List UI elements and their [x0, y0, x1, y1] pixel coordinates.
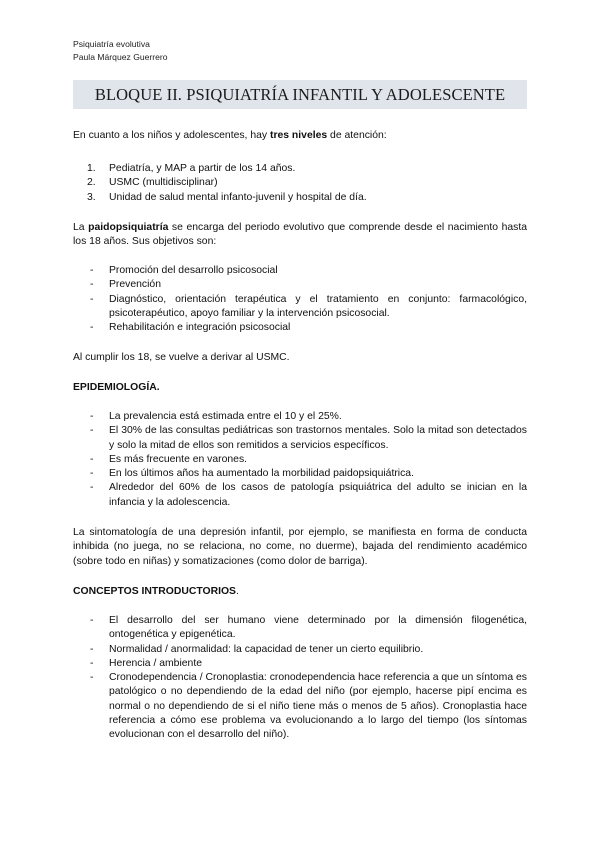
page-header	[73, 38, 168, 64]
list-item	[73, 671, 527, 742]
list-marker: -	[90, 265, 94, 276]
list-marker: -	[90, 672, 94, 684]
header-subject: Psiquiatría evolutiva	[73, 39, 150, 49]
list-item-text: Normalidad / anormalidad: la capacidad de tener un cierto equilibrio.	[109, 643, 424, 655]
intro-text-before: En cuanto a los niños y adolescentes, hay	[73, 130, 270, 141]
epidemiology-heading: EPIDEMIOLOGÍA.	[73, 382, 160, 393]
list-item-text: El 30% de las consultas pediátricas son trastornos mentales. Solo la mitad son detectados y solo la mitad de ellos son remitidos a servicios específicos.	[109, 425, 527, 451]
paido-text-after: se encarga del periodo evolutivo que comprende desde el nacimiento hasta los 18 años. Sus objetivos son:	[73, 222, 527, 248]
list-marker: -	[90, 293, 94, 305]
list-item	[73, 657, 527, 671]
list-item-text: Rehabilitación e integración psicosocial	[109, 322, 291, 334]
list-item-text: Herencia / ambiente	[109, 657, 202, 669]
concepts-heading	[73, 585, 239, 599]
list-item-text: La prevalencia está estimada entre el 10 y el 25%.	[109, 411, 342, 422]
list-marker: -	[90, 425, 94, 437]
list-item	[73, 162, 527, 176]
list-marker: -	[90, 482, 94, 494]
list-item	[73, 467, 527, 481]
at18-paragraph: Al cumplir los 18, se vuelve a derivar al USMC.	[73, 352, 290, 363]
list-item	[73, 643, 527, 657]
list-item	[73, 264, 527, 278]
list-item-text: Es más frecuente en varones.	[109, 453, 248, 465]
list-item	[73, 191, 527, 205]
list-item-text: En los últimos años ha aumentado la morbilidad paidopsiquiátrica.	[109, 468, 414, 480]
list-marker: -	[90, 643, 94, 655]
concepts-heading-suffix: .	[236, 586, 239, 597]
intro-text-after: de atención:	[327, 130, 387, 141]
levels-list	[73, 162, 527, 205]
list-marker: -	[90, 279, 94, 291]
list-item	[73, 614, 527, 643]
list-item-text: Cronodependencia / Cronoplastia: cronodependencia hace referencia a que un síntoma es patológico o no dependiendo de la edad del niño (por ejemplo, hacerse pipí encima es normal o no dependiendo de si el niño tiene más o menos de 5 años). Cronoplastia hace referencia a cómo ese problema va evolucionando a lo largo del tiempo (los síntomas evolucionan con el desarrollo del niño).	[109, 672, 527, 741]
list-marker: 2.	[87, 177, 96, 189]
list-item	[73, 410, 527, 424]
list-item-text: USMC (multidisciplinar)	[109, 177, 218, 189]
intro-paragraph	[73, 129, 527, 143]
list-marker: -	[90, 322, 94, 334]
list-marker: -	[90, 468, 94, 480]
epidemiology-list	[73, 410, 527, 510]
title-banner	[73, 80, 527, 109]
list-item	[73, 176, 527, 190]
list-item	[73, 453, 527, 467]
intro-bold-text: tres niveles	[269, 130, 328, 141]
list-marker: -	[90, 411, 94, 422]
objectives-list	[73, 264, 527, 335]
concepts-list	[73, 614, 527, 743]
list-item-text: El desarrollo del ser humano viene determinado por la dimensión filogenética, ontogenética y epigenética.	[109, 615, 527, 641]
list-marker: 3.	[87, 191, 96, 203]
list-item	[73, 321, 527, 335]
list-item	[73, 278, 527, 292]
paido-text-before: La	[73, 222, 89, 233]
list-item-text: Prevención	[109, 279, 161, 291]
list-item-text: Alrededor del 60% de los casos de patología psiquiátrica del adulto se inician en la infancia y la adolescencia.	[109, 482, 527, 508]
list-item-text: Diagnóstico, orientación terapéutica y el tratamiento en conjunto: farmacológico, psicoterapéutico, apoyo familiar y la intervención psicosocial.	[109, 293, 527, 319]
list-item-text: Pediatría, y MAP a partir de los 14 años.	[109, 163, 296, 174]
list-item-text: Unidad de salud mental infanto-juvenil y hospital de día.	[109, 191, 367, 203]
header-author: Paula Márquez Guerrero	[73, 52, 168, 62]
list-marker: -	[90, 615, 94, 626]
list-item	[73, 293, 527, 322]
page-title: BLOQUE II. PSIQUIATRÍA INFANTIL Y ADOLESCENTE	[94, 84, 506, 104]
list-item	[73, 481, 527, 510]
concepts-heading-text: CONCEPTOS INTRODUCTORIOS	[73, 586, 236, 597]
list-marker: -	[90, 453, 94, 465]
symptoms-paragraph: La sintomatología de una depresión infantil, por ejemplo, se manifiesta en forma de conducta inhibida (no juega, no se relaciona, no come, no duerme), bajada del rendimiento académico (sobre todo en niñas) y somatizaciones (como dolor de barriga).	[73, 527, 527, 567]
list-item-text: Promoción del desarrollo psicosocial	[109, 265, 278, 276]
paidopsiquiatria-paragraph	[73, 221, 527, 250]
paido-bold-text: paidopsiquiatría	[88, 222, 169, 233]
list-marker: -	[90, 657, 94, 669]
list-item	[73, 424, 527, 453]
list-marker: 1.	[87, 163, 96, 174]
